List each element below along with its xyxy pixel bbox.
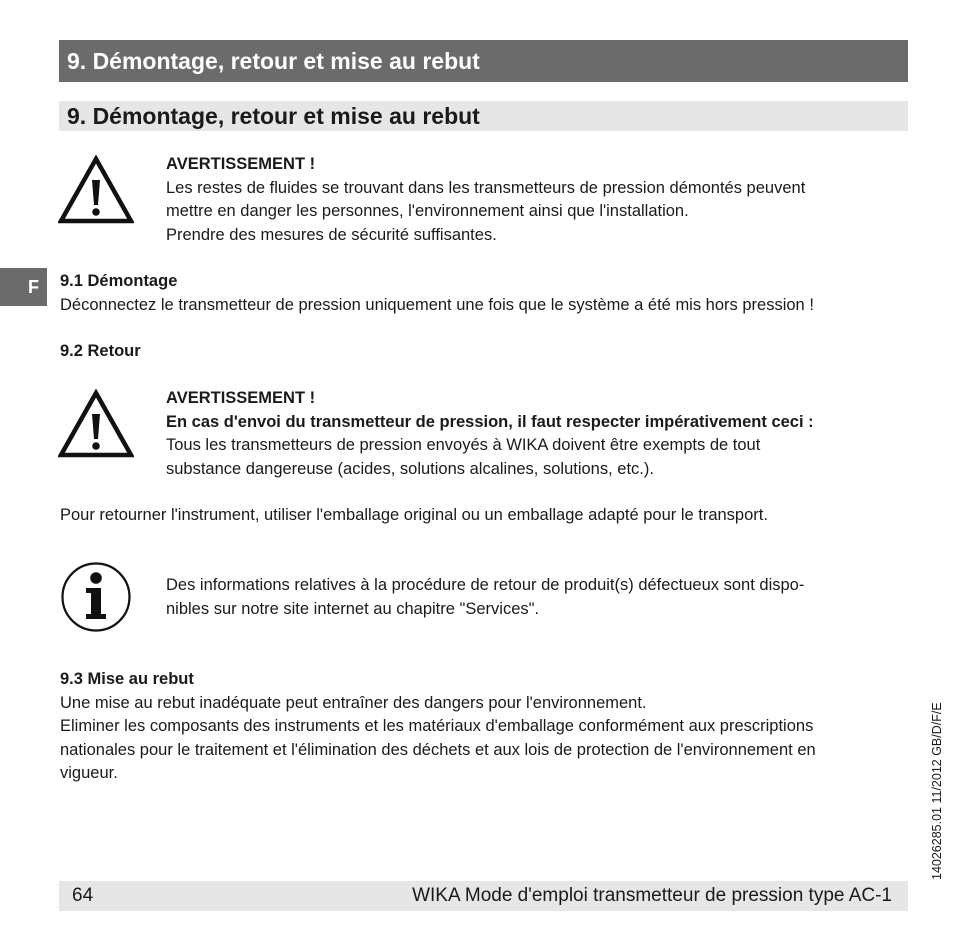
subsection-heading: 9.3 Mise au rebut <box>60 670 194 688</box>
info-icon <box>60 561 132 633</box>
language-tab: F <box>0 268 47 306</box>
section-9-3 <box>60 668 816 786</box>
warning-block-2 <box>166 387 814 481</box>
section-header-bar: 9. Démontage, retour et mise au rebut <box>59 40 908 82</box>
paragraph-line: vigueur. <box>60 764 118 782</box>
subsection-heading: 9.2 Retour <box>60 342 141 360</box>
subsection-heading: 9.1 Démontage <box>60 272 178 290</box>
page-footer <box>59 881 908 911</box>
section-title: 9. Démontage, retour et mise au rebut <box>59 101 908 131</box>
warning-triangle-icon <box>58 389 134 459</box>
paragraph-line: Eliminer les composants des instruments et les matériaux d'emballage conformément aux prescriptions <box>60 717 814 735</box>
section-9-1 <box>60 270 814 317</box>
warning-text-line: mettre en danger les personnes, l'environnement ainsi que l'installation. <box>166 202 689 220</box>
warning-text-line: Prendre des mesures de sécurité suffisantes. <box>166 225 497 244</box>
warning-text-line: Les restes de fluides se trouvant dans les transmetteurs de pression démontés peuvent <box>166 178 806 197</box>
warning-text-line: substance dangereuse (acides, solutions alcalines, solutions, etc.). <box>166 459 654 478</box>
warning-triangle-icon <box>58 155 134 225</box>
paragraph-line: nationales pour le traitement et l'élimination des déchets et aux lois de protection de l'environnement en <box>60 740 816 759</box>
warning-emphasis: En cas d'envoi du transmetteur de pression, il faut respecter impérativement ceci : <box>166 412 814 431</box>
warning-text-line: Tous les transmetteurs de pression envoyés à WIKA doivent être exempts de tout <box>166 436 761 454</box>
footer-title: WIKA Mode d'emploi transmetteur de pression type AC-1 <box>412 885 892 906</box>
warning-block-1 <box>166 153 805 247</box>
paragraph: Pour retourner l'instrument, utiliser l'emballage original ou un emballage adapté pour le transport. <box>60 506 768 524</box>
warning-title: AVERTISSEMENT ! <box>166 155 316 173</box>
warning-title: AVERTISSEMENT ! <box>166 389 316 407</box>
info-text-line: nibles sur notre site internet au chapitre "Services". <box>166 599 540 618</box>
paragraph-line: Une mise au rebut inadéquate peut entraîner des dangers pour l'environnement. <box>60 693 647 712</box>
page-number: 64 <box>72 885 94 906</box>
paragraph: Déconnectez le transmetteur de pression uniquement une fois que le système a été mis hors pression ! <box>60 295 814 314</box>
info-text-line: Des informations relatives à la procédure de retour de produit(s) défectueux sont dispo- <box>166 576 805 594</box>
document-code: 14026285.01 11/2012 GB/D/F/E <box>930 702 944 880</box>
info-block <box>166 574 804 621</box>
